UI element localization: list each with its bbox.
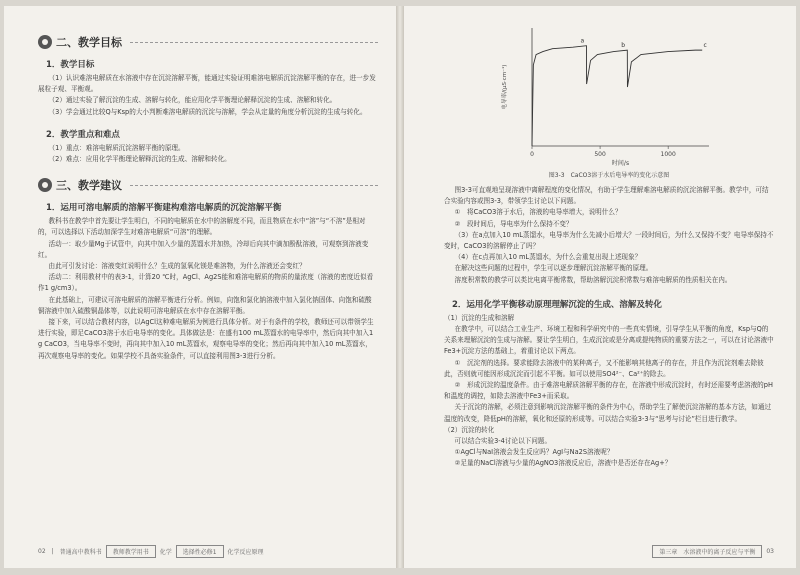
paragraph: 图3-3可直观地呈现溶液中离解程度的变化情况，有助于学生理解难溶电解质的沉淀溶解平衡。教学中，可结合实验内容或图3-3，带领学生讨论以下问题。 xyxy=(444,186,769,206)
key-points-heading: 2．教学重点和难点 xyxy=(46,129,120,140)
section-bullet-icon xyxy=(38,178,52,192)
question-item: ①AgCl与NaI溶液会发生反应吗？AgI与Na2S溶液呢？ xyxy=(454,448,614,457)
goals-heading: 1．教学目标 xyxy=(46,60,95,70)
point-label-c: c xyxy=(703,42,707,50)
left-page xyxy=(4,6,396,568)
question-item: ②足量的NaCl溶液与少量的AgNO3溶液反应后，溶液中是否还存在Ag+？ xyxy=(454,459,672,468)
paragraph: 关于沉淀的溶解，必须注意到影响沉淀溶解平衡的条件为中心，帮助学生了解使沉淀溶解的基本方法，如通过温度的改变，降低pH的溶解，氧化和还原的形成等。可以结合实验3-3与“思考与讨论”栏目进行教学。 xyxy=(444,403,772,423)
conductivity-chart xyxy=(494,18,724,168)
sub-heading: （2）沉淀的转化 xyxy=(444,425,495,434)
section-bullet-icon xyxy=(38,35,52,49)
right-footer xyxy=(648,545,774,558)
question-item: ① 将CaCO3溶于水后，溶液的电导率增大，说明什么？ xyxy=(454,208,622,217)
chapter-title: 第三章 水溶液中的离子反应与平衡 xyxy=(652,545,762,558)
goal-item: （3）学会通过比较Q与Ksp的大小判断难溶电解质的沉淀与溶解，学会从定量的角度分析沉淀的生成与转化。 xyxy=(48,107,367,116)
paragraph: 教科书在教学中首先要让学生明白，不同的电解质在水中的溶解度不同，而且物质在水中“溶”与“不溶”是相对的，可以选择以下活动加深学生对难溶电解质“可溶”的理解。 xyxy=(38,217,366,237)
sub-heading: （1）沉淀的生成和溶解 xyxy=(444,313,515,322)
right-page xyxy=(404,6,796,568)
question-item: （4）在c点再加入10 mL蒸馏水，为什么会重复出现上述现象？ xyxy=(454,253,642,262)
book-gutter xyxy=(396,6,404,568)
question-item: （3）在a点加入10 mL蒸馏水，电导率为什么先减小后增大？一段时间后，为什么又保持不变？电导率保持不变时，CaCO3的溶解停止了吗？ xyxy=(444,230,774,251)
paragraph: 在此基础上，可建议可溶电解质的溶解平衡进行分析。例如，向饱和氯化钠溶液中加入氯化钠固体、向饱和硫酸铜溶液中加入硫酸铜晶体等，以此说明可溶电解质在水中存在溶解平衡。 xyxy=(38,295,372,315)
book-series: 普通高中教科书 xyxy=(59,549,102,556)
paragraph: 活动二：利用教材中的表3-1，计算20 ℃时，AgCl、Ag2S能和难溶电解质的物质的量浓度（溶液的密度近似看作1 g/cm3）。 xyxy=(38,273,374,293)
page-number: 02 xyxy=(38,548,46,555)
y-axis-label: 电导率/(μS·cm⁻¹) xyxy=(502,64,508,110)
section-three-title: 三、教学建议 xyxy=(38,177,378,193)
paragraph: ① 沉淀剂的选择。要求能除去溶液中的某种离子，又不能影响其他离子的存在，并且作为沉淀剂难去除彼此，否则就可能因形成沉淀而引起不平衡。如可以使用SO4²⁻、Ca²⁺的除去。 xyxy=(444,358,764,378)
key-point-item: （2）难点：应用化学平衡理论解释沉淀的生成、溶解和转化。 xyxy=(48,155,231,164)
goal-item: （1）认识难溶电解质在水溶液中存在沉淀溶解平衡，能通过实验证明难溶电解质沉淀溶解平衡的存在，进一步发展粒子观、平衡观。 xyxy=(38,74,376,94)
question-item: ② 段时间后，导电率为什么保持不变？ xyxy=(454,219,573,228)
key-point-item: （1）重点：难溶电解质沉淀溶解平衡的原理。 xyxy=(48,143,185,152)
x-tick-label: 1000 xyxy=(660,151,676,158)
paragraph: 可以结合实验3-4讨论以下问题。 xyxy=(454,437,552,446)
goal-item: （2）通过实验了解沉淀的生成、溶解与转化，能应用化学平衡理论解释沉淀的生成、溶解和转化。 xyxy=(48,96,337,105)
x-tick-label: 500 xyxy=(594,151,606,158)
paragraph: 溶度积常数的教学可以类比电离平衡常数，帮助溶解沉淀积常数与难溶电解质的性质相关在内。 xyxy=(454,275,732,284)
section-rule xyxy=(130,185,378,186)
section-rule xyxy=(130,42,378,43)
paragraph: 接下来，可以结合教材内容，以AgCl这种难电解质为例进行具体分析。对于有条件的学校，教师还可以带领学生进行实验，即足CaCO3溶于水后电导率的变化。具体做法是：在盛有100 mL蒸馏水的电导率中，然后向其中加入1 g CaCO3，当电导率不变时，再向其中加入10 mL蒸馏水，观察电导率的变化；然后再向其中加入10 mL蒸馏水，再次观察电导率的变化。如果学校不具备实验条件，可以直接利用图3-3进行分析。 xyxy=(38,318,374,360)
paragraph: 活动一：取少量Mg于试管中，向其中加入少量的蒸馏水并加热，冷却后向其中滴加酚酞溶液，可观察到溶液变红。 xyxy=(38,239,369,259)
paragraph: 在教学中，可以结合工业生产、环境工程和科学研究中的一些真实情境，引导学生从平衡的角度，Ksp与Q的关系来理解沉淀的生成与溶解。要让学生明白，生成沉淀或是分离或提纯物质的重要方法之一，可以在讨论溶液中Fe3+沉淀方法的基础上，着重讨论以下两点。 xyxy=(444,325,774,356)
section-two-title: 二、教学目标 xyxy=(38,34,378,50)
book-volume: 选择性必修1 xyxy=(176,545,224,558)
book-subject: 化学 xyxy=(159,549,172,556)
paragraph: 在解决这些问题的过程中，学生可以逐步理解沉淀溶解平衡的原理。 xyxy=(454,264,653,273)
paragraph: ② 形成沉淀的温度条件。由于难溶电解质溶解平衡的存在，在溶液中形成沉淀时，有时还需要考虑溶液的pH和温度的调控，如除去溶液中Fe3+而采取。 xyxy=(444,381,773,401)
conductivity-series-line xyxy=(532,46,702,146)
left-footer: 02 | 普通高中教科书 教师教学用书 化学 选择性必修1 化学反应原理 xyxy=(38,545,264,558)
paragraph: 由此可引发讨论：溶液变红说明什么？生成的氢氧化镁是难溶物，为什么溶液还会变红？ xyxy=(48,262,306,271)
figure-caption: 图3-3 CaCO3溶于水后电导率的变化示意图 xyxy=(548,172,670,179)
x-tick-label: 0 xyxy=(530,151,534,158)
chart-svg xyxy=(494,18,724,168)
suggestion-heading-2: 2．运用化学平衡移动原理理解沉淀的生成、溶解及转化 xyxy=(452,299,662,310)
book-name: 化学反应原理 xyxy=(227,549,264,556)
point-label-a: a xyxy=(580,37,585,45)
point-label-b: b xyxy=(621,42,626,50)
page-number: 03 xyxy=(766,548,774,555)
suggestion-heading: 1．运用可溶电解质的溶解平衡建构难溶电解质的沉淀溶解平衡 xyxy=(46,203,282,214)
book-type: 教师教学用书 xyxy=(106,545,156,558)
x-axis-label: 时间/s xyxy=(611,160,630,167)
